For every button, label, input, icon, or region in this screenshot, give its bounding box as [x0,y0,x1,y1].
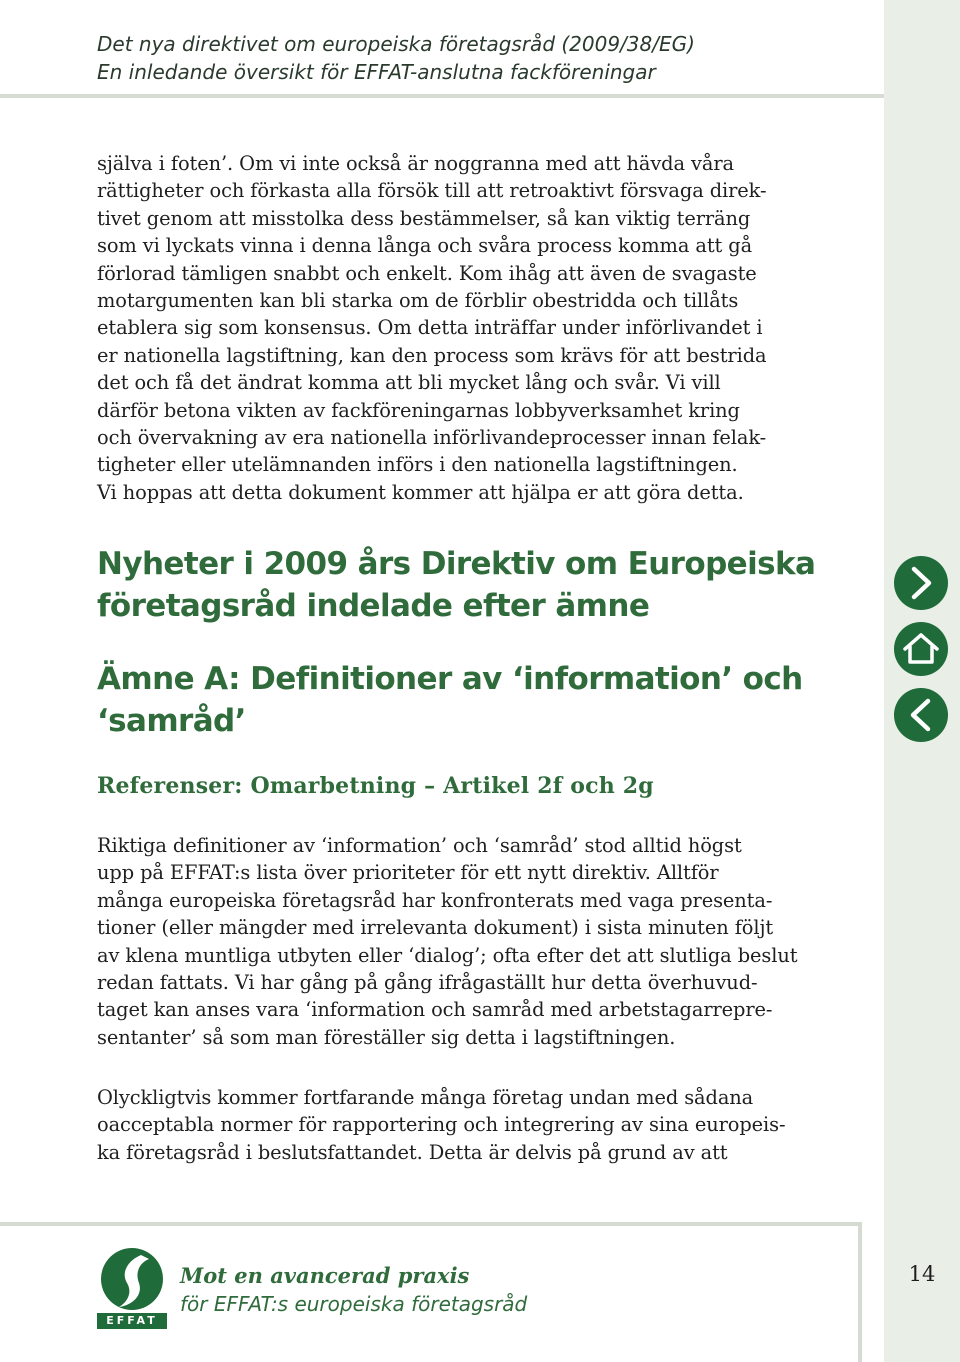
footer-subtitle: för EFFAT:s europeiska företagsråd [180,1292,528,1316]
sidebar-strip [884,0,960,1362]
text-line: själva i foten’. Om vi inte också är noggranna med att hävda våra [97,152,734,175]
topic-heading-line: Ämne A: Definitioner av ‘information’ och [97,661,803,697]
text-line: därför betona vikten av fackföreningarnas lobbyverksamhet kring [97,398,740,422]
header-line-2: En inledande översikt för EFFAT-anslutna fackföreningar [97,60,656,84]
text-line: rättigheter och förkasta alla försök till att retroaktivt försvaga direk- [97,179,767,203]
text-line: förlorad tämligen snabbt och enkelt. Kom ihåg att även de svagaste [97,261,757,285]
text-line: redan fattats. Vi har gång på gång ifrågaställt hur detta överhuvud- [97,971,758,995]
text-line: Olyckligtvis kommer fortfarande många företag undan med sådana [97,1086,754,1109]
topic-heading [97,658,867,742]
page-number: 14 [908,1262,936,1286]
text-line: av klena muntliga utbyten eller ‘dialog’; ofta efter det att slutliga beslut [97,943,798,967]
text-line: taget kan anses vara ‘information och samråd med arbetstagarrepre- [97,998,773,1022]
text-line: det och få det ändrat komma att bli mycket lång och svår. Vi vill [97,371,721,395]
paragraph-companies [97,1084,867,1166]
header-line-1: Det nya direktivet om europeiska företagsråd (2009/38/EG) [97,32,695,56]
text-line: många europeiska företagsråd har konfronterats med vaga presenta- [97,888,773,912]
text-line: tigheter eller utelämnanden införs i den nationella lagstiftningen. [97,453,738,477]
text-line: er nationella lagstiftning, kan den process som krävs för att bestrida [97,343,767,367]
topic-heading-line: ‘samråd’ [97,703,246,739]
text-line: tivet genom att misstolka dess bestämmelser, så kan viktig terräng [97,206,751,230]
section-heading [97,543,867,627]
home-icon [894,622,948,676]
text-line: ka företagsråd i beslutsfattandet. Detta är delvis på grund av att [97,1140,728,1164]
chevron-left-icon [894,688,948,742]
text-line: motargumenten kan bli starka om de förblir obestridda och tillåts [97,289,739,313]
text-line: oacceptabla normer för rapportering och integrering av sina europeis- [97,1113,786,1137]
chevron-right-icon [894,556,948,610]
section-heading-line: företagsråd indelade efter ämne [97,588,650,624]
header-divider [0,94,884,98]
text-line: upp på EFFAT:s lista över prioriteter för ett nytt direktiv. Alltför [97,861,719,885]
text-line: som vi lyckats vinna i denna långa och svåra process komma att gå [97,234,753,258]
section-heading-line: Nyheter i 2009 års Direktiv om Europeiska [97,546,816,582]
references-heading: Referenser: Omarbetning – Artikel 2f och 2g [97,773,654,799]
running-header [97,30,857,86]
home-button[interactable] [894,622,948,676]
footer-title: Mot en avancerad praxis [180,1263,470,1288]
logo-wordmark: EFFAT [97,1313,167,1329]
intro-paragraph [97,150,867,506]
text-line: Riktiga definitioner av ‘information’ och ‘samråd’ stod alltid högst [97,834,742,857]
next-page-button[interactable] [894,556,948,610]
text-line: tioner (eller mängder med irrelevanta dokument) i sista minuten följt [97,916,774,940]
text-line: och övervakning av era nationella införlivandeprocesser innan felak- [97,426,767,450]
text-line: Vi hoppas att detta dokument kommer att hjälpa er att göra detta. [97,480,744,504]
text-line: etablera sig som konsensus. Om detta inträffar under införlivandet i [97,316,763,340]
paragraph-definitions [97,832,867,1051]
text-line: sentanter’ så som man föreställer sig detta i lagstiftningen. [97,1025,676,1049]
previous-page-button[interactable] [894,688,948,742]
